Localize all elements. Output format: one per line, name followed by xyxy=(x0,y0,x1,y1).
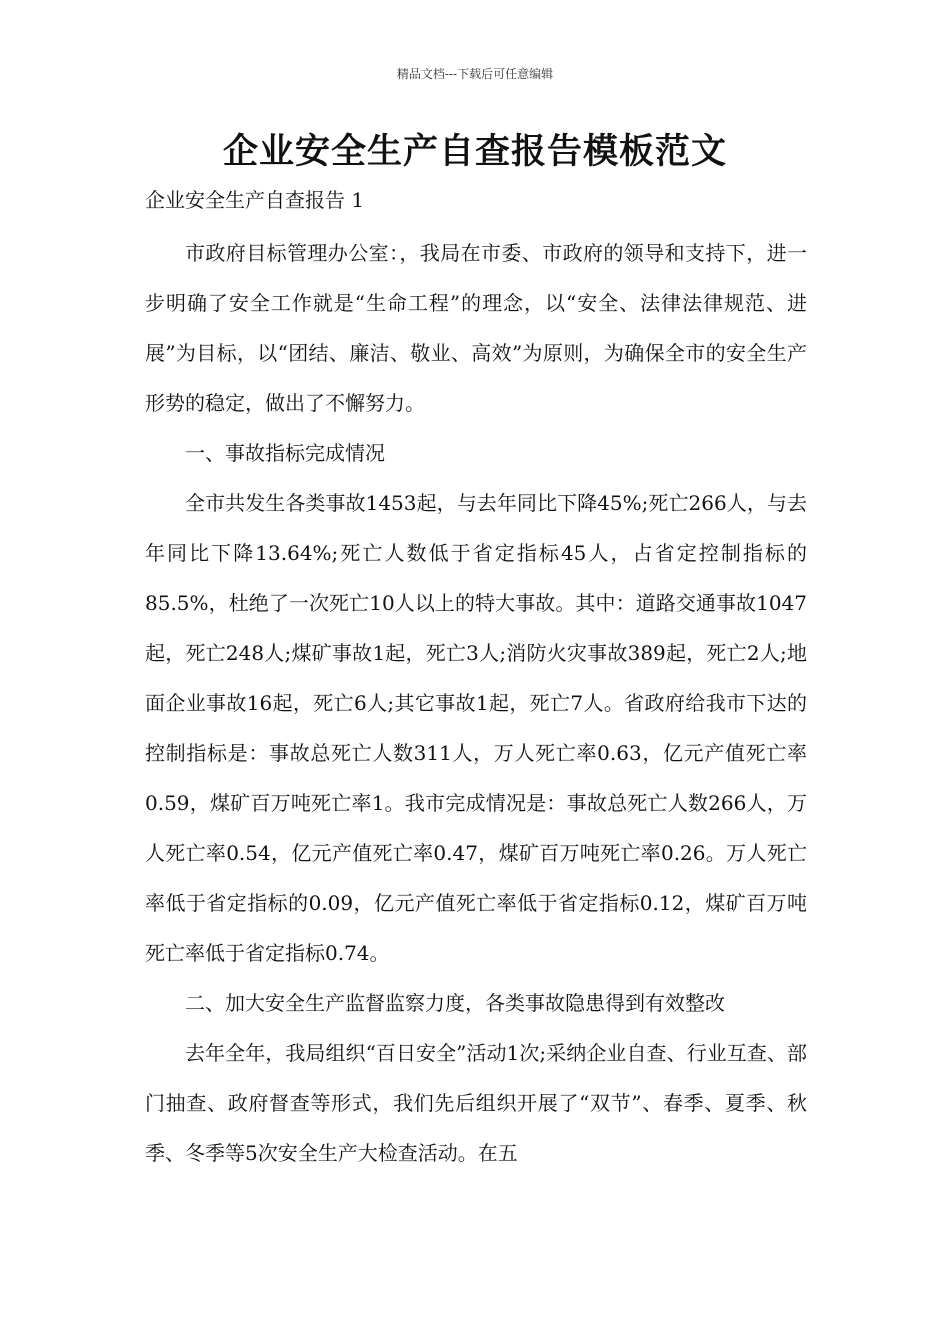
document-body xyxy=(145,228,807,1178)
paragraph-inspection-activities: 去年全年，我局组织“百日安全”活动1次;采纳企业自查、行业互查、部门抽查、政府督查等形式，我们先后组织开展了“双节”、春季、夏季、秋季、冬季等5次安全生产大检查活动。在五 xyxy=(145,1041,807,1165)
section-subtitle: 企业安全生产自查报告 1 xyxy=(145,188,365,212)
paragraph-accident-statistics: 全市共发生各类事故1453起，与去年同比下降45%;死亡266人，与去年同比下降13.64%;死亡人数低于省定指标45人，占省定控制指标的85.5%，杜绝了一次死亡10人以上的特大事故。其中：道路交通事故1047起，死亡248人;煤矿事故1起，死亡3人;消防火灾事故389起，死亡2人;地面企业事故16起，死亡6人;其它事故1起，死亡7人。省政府给我市下达的控制指标是：事故总死亡人数311人，万人死亡率0.63，亿元产值死亡率0.59，煤矿百万吨死亡率1。我市完成情况是：事故总死亡人数266人，万人死亡率0.54，亿元产值死亡率0.47，煤矿百万吨死亡率0.26。万人死亡率低于省定指标的0.09，亿元产值死亡率低于省定指标0.12，煤矿百万吨死亡率低于省定指标0.74。 xyxy=(145,491,807,965)
heading-supervision: 二、加大安全生产监督监察力度，各类事故隐患得到有效整改 xyxy=(185,991,725,1015)
paragraph-intro: 市政府目标管理办公室：，我局在市委、市政府的领导和支持下，进一步明确了安全工作就是“生命工程”的理念，以“安全、法律法律规范、进展”为目标，以“团结、廉洁、敬业、高效”为原则，为确保全市的安全生产形势的稳定，做出了不懈努力。 xyxy=(145,241,807,415)
document-title: 企业安全生产自查报告模板范文 xyxy=(222,131,727,172)
header-note: 精品文档---下载后可任意编辑 xyxy=(396,67,554,81)
heading-accident-indicators: 一、事故指标完成情况 xyxy=(185,441,385,465)
